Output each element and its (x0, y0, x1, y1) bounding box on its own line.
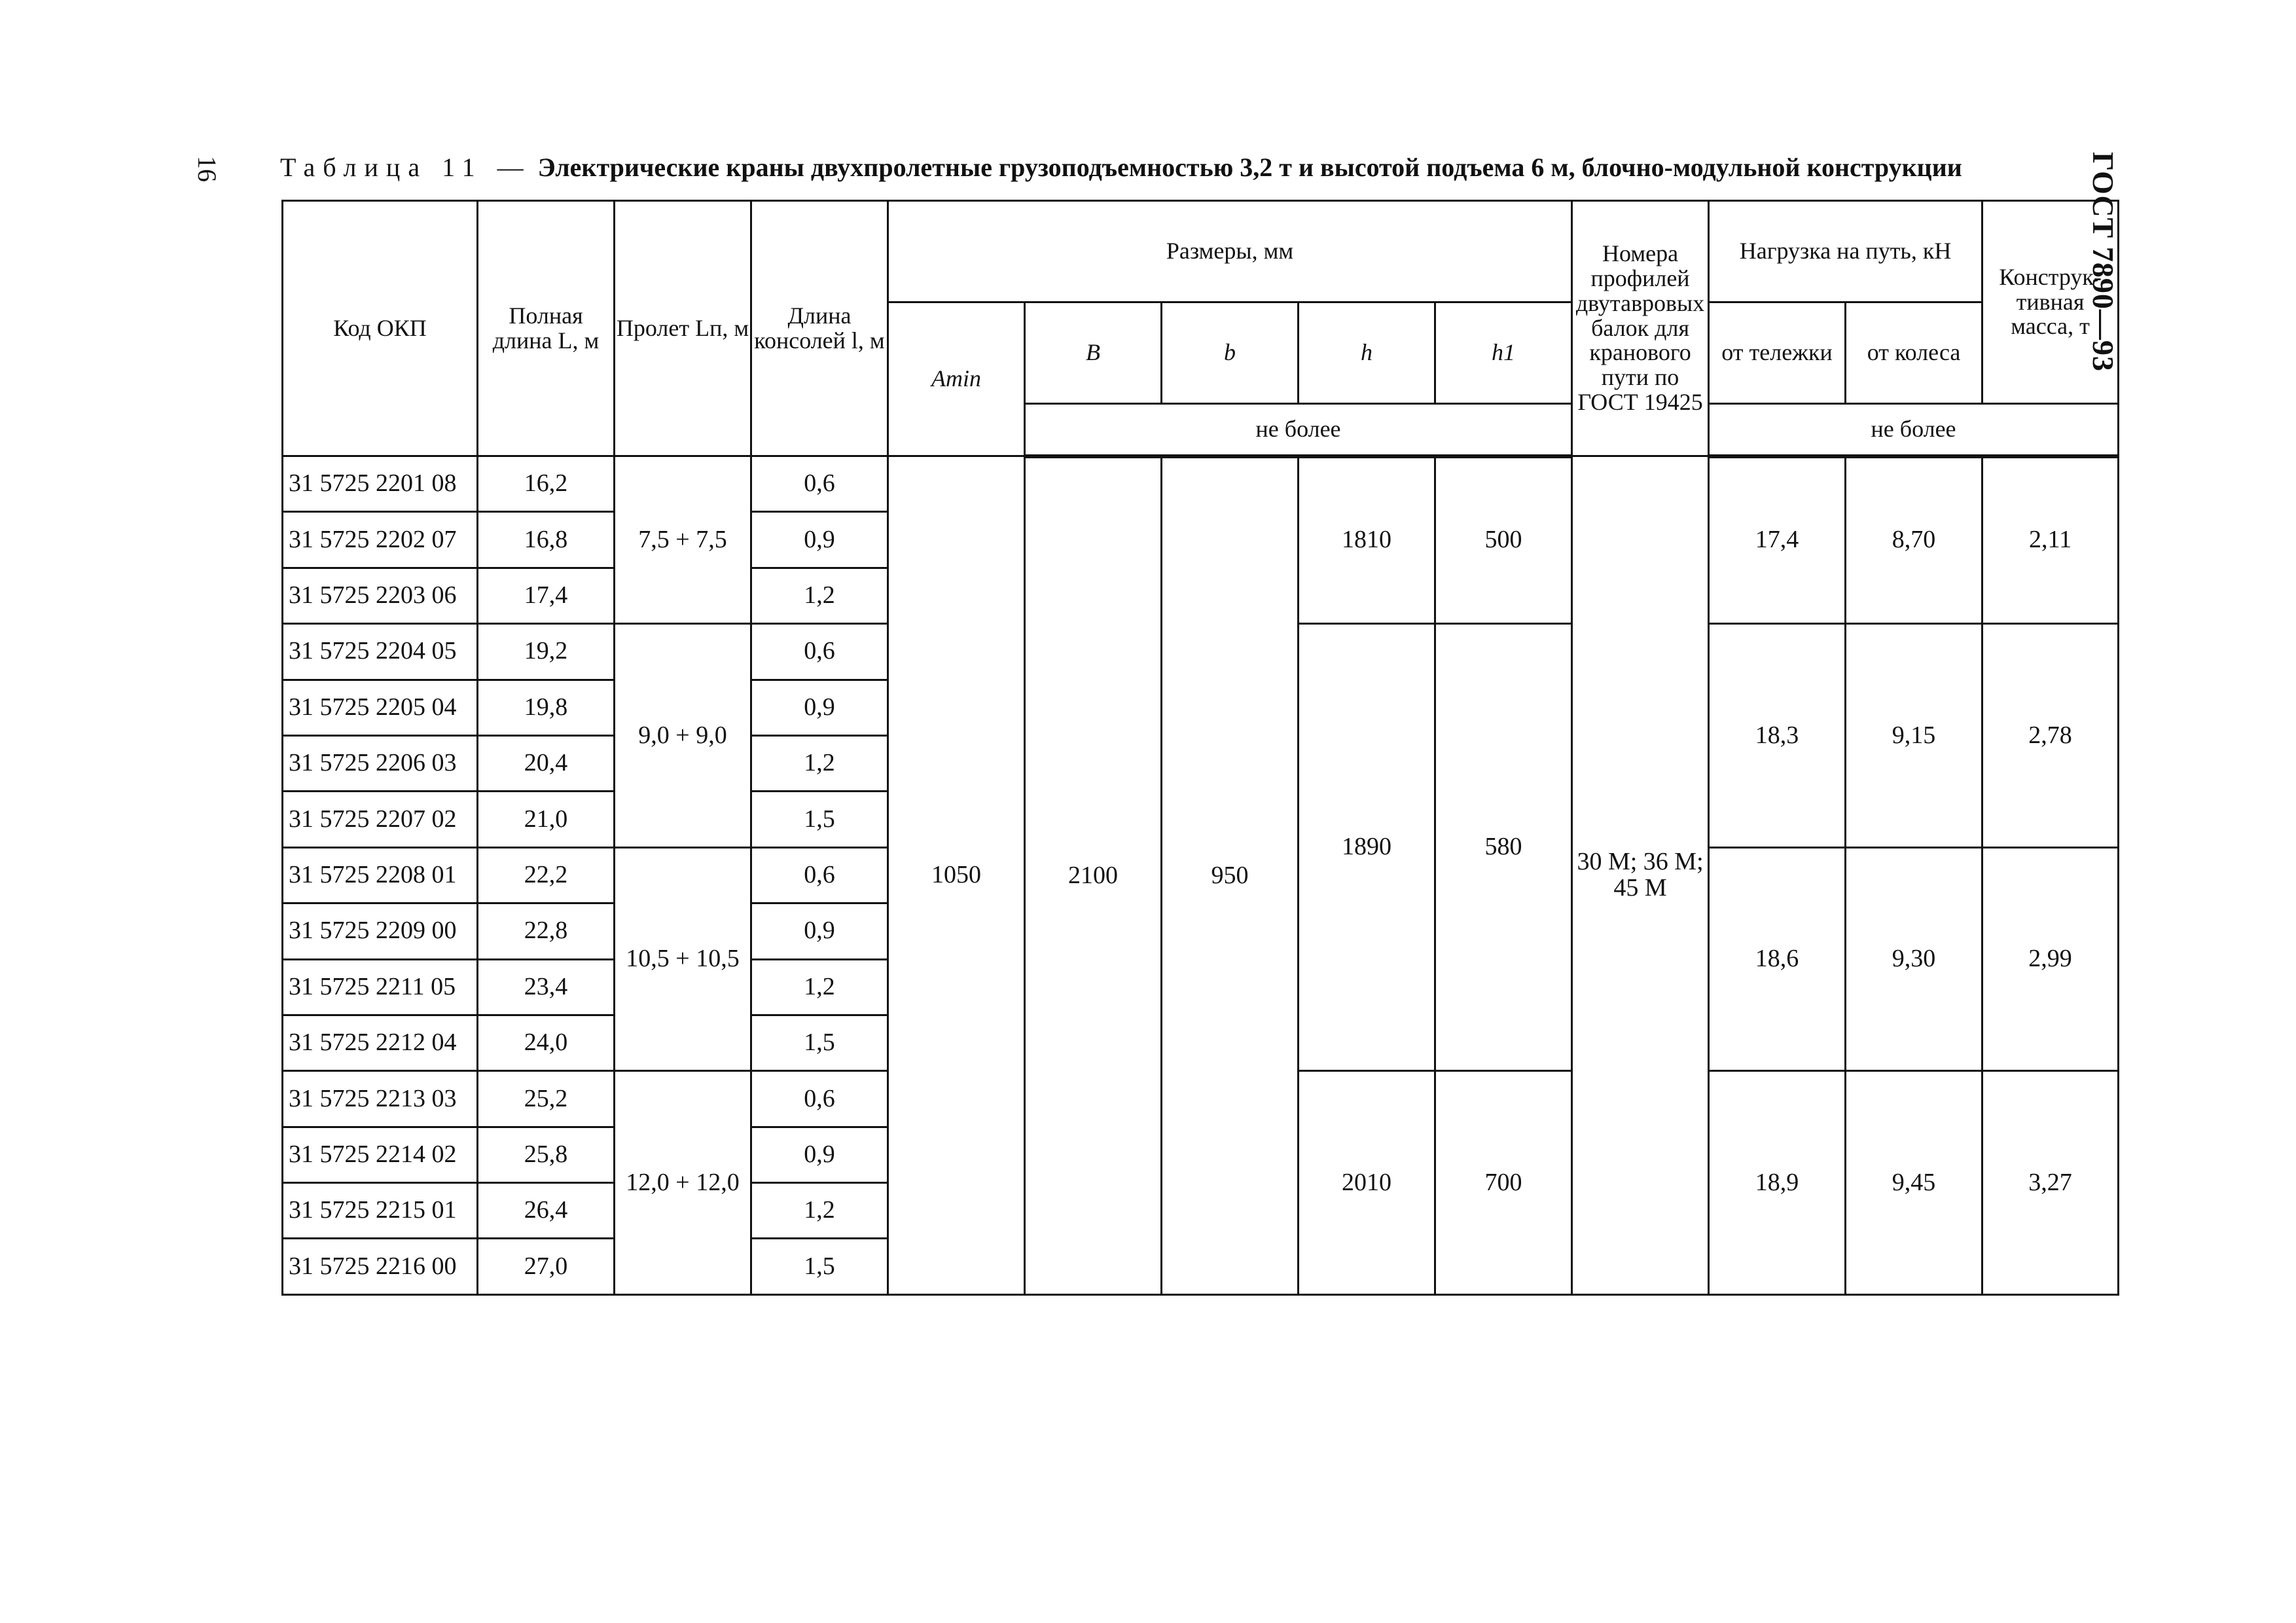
header-h1: h1 (1435, 302, 1572, 404)
header-load-trolley: от тележки (1709, 302, 1846, 404)
cell-full-length: 17,4 (478, 568, 615, 623)
cell-full-length: 22,2 (478, 847, 615, 903)
cell-console: 0,6 (751, 456, 888, 512)
cell-full-length: 16,2 (478, 456, 615, 512)
cell-code: 31 5725 2212 04 (283, 1015, 478, 1070)
cell-mass: 2,11 (1982, 456, 2119, 624)
header-span: Пролет Lп, м (615, 201, 751, 456)
header-full-length: Полная длина L, м (478, 201, 615, 456)
cell-mass: 2,78 (1982, 624, 2119, 848)
table-caption (280, 152, 1962, 183)
cell-a-min: 1050 (888, 456, 1025, 1295)
cell-full-length: 22,8 (478, 903, 615, 959)
cell-code: 31 5725 2213 03 (283, 1071, 478, 1127)
cell-code: 31 5725 2216 00 (283, 1239, 478, 1294)
cell-full-length: 26,4 (478, 1183, 615, 1239)
cell-full-length: 23,4 (478, 959, 615, 1015)
cell-console: 0,9 (751, 512, 888, 568)
cell-load-trolley: 18,6 (1709, 847, 1846, 1071)
cell-full-length: 24,0 (478, 1015, 615, 1070)
header-load: Нагрузка на путь, кН (1709, 201, 1982, 302)
caption-label: Таблица 11 — (280, 153, 531, 182)
header-B: B (1025, 302, 1162, 404)
cell-full-length: 19,8 (478, 680, 615, 735)
header-load-wheel: от колеса (1846, 302, 1982, 404)
cell-full-length: 19,2 (478, 624, 615, 680)
caption-title: Электрические краны двухпролетные грузоподъемностью 3,2 т и высотой подъема 6 м, блочно-модульной конструкции (537, 153, 1962, 182)
header-sizes: Размеры, мм (888, 201, 1572, 302)
cell-code: 31 5725 2201 08 (283, 456, 478, 512)
cell-span: 9,0 + 9,0 (615, 624, 751, 848)
cell-profiles: 30 М; 36 М; 45 М (1572, 456, 1709, 1295)
cell-console: 0,9 (751, 680, 888, 735)
cell-console: 0,6 (751, 624, 888, 680)
cell-h1: 500 (1435, 456, 1572, 624)
cell-code: 31 5725 2205 04 (283, 680, 478, 735)
cell-console: 1,2 (751, 959, 888, 1015)
cell-console: 0,6 (751, 1071, 888, 1127)
cell-console: 0,9 (751, 1127, 888, 1182)
cell-console: 1,5 (751, 1239, 888, 1294)
header-b: b (1162, 302, 1299, 404)
cell-code: 31 5725 2215 01 (283, 1183, 478, 1239)
cell-h: 2010 (1299, 1071, 1435, 1295)
cell-full-length: 25,2 (478, 1071, 615, 1127)
cell-B: 2100 (1025, 456, 1162, 1295)
cell-console: 1,5 (751, 1015, 888, 1070)
crane-table (281, 200, 2119, 1296)
cell-load-wheel: 9,15 (1846, 624, 1982, 848)
cell-h: 1890 (1299, 624, 1435, 1071)
cell-console: 0,9 (751, 903, 888, 959)
cell-load-trolley: 18,9 (1709, 1071, 1846, 1295)
cell-full-length: 16,8 (478, 512, 615, 568)
cell-span: 12,0 + 12,0 (615, 1071, 751, 1295)
header-a-min: Amin (888, 302, 1025, 456)
page-number: 16 (192, 156, 222, 182)
cell-mass: 3,27 (1982, 1071, 2119, 1295)
cell-h1: 700 (1435, 1071, 1572, 1295)
cell-full-length: 20,4 (478, 735, 615, 791)
cell-console: 1,5 (751, 792, 888, 847)
cell-span: 7,5 + 7,5 (615, 456, 751, 624)
header-not-more-load: не более (1709, 404, 2119, 456)
header-profiles: Номера профилей двутавровых балок для кранового пути по ГОСТ 19425 (1572, 201, 1709, 456)
cell-h1: 580 (1435, 624, 1572, 1071)
cell-console: 0,6 (751, 847, 888, 903)
cell-load-wheel: 9,30 (1846, 847, 1982, 1071)
cell-load-wheel: 8,70 (1846, 456, 1982, 624)
header-code: Код ОКП (283, 201, 478, 456)
cell-full-length: 21,0 (478, 792, 615, 847)
cell-full-length: 25,8 (478, 1127, 615, 1182)
cell-code: 31 5725 2206 03 (283, 735, 478, 791)
cell-console: 1,2 (751, 735, 888, 791)
cell-code: 31 5725 2214 02 (283, 1127, 478, 1182)
cell-code: 31 5725 2207 02 (283, 792, 478, 847)
cell-load-trolley: 18,3 (1709, 624, 1846, 848)
cell-code: 31 5725 2204 05 (283, 624, 478, 680)
cell-load-trolley: 17,4 (1709, 456, 1846, 624)
cell-code: 31 5725 2202 07 (283, 512, 478, 568)
header-h: h (1299, 302, 1435, 404)
header-mass: Конструк-тивная масса, т (1982, 201, 2119, 404)
cell-code: 31 5725 2209 00 (283, 903, 478, 959)
cell-load-wheel: 9,45 (1846, 1071, 1982, 1295)
running-head: ГОСТ 7890—93 (2087, 152, 2120, 372)
cell-span: 10,5 + 10,5 (615, 847, 751, 1071)
cell-code: 31 5725 2203 06 (283, 568, 478, 623)
cell-code: 31 5725 2208 01 (283, 847, 478, 903)
cell-code: 31 5725 2211 05 (283, 959, 478, 1015)
cell-mass: 2,99 (1982, 847, 2119, 1071)
header-not-more-sizes: не более (1025, 404, 1572, 456)
cell-full-length: 27,0 (478, 1239, 615, 1294)
cell-console: 1,2 (751, 568, 888, 623)
cell-h: 1810 (1299, 456, 1435, 624)
header-console: Длина консолей l, м (751, 201, 888, 456)
table-row (283, 456, 2119, 512)
cell-b: 950 (1162, 456, 1299, 1295)
cell-console: 1,2 (751, 1183, 888, 1239)
